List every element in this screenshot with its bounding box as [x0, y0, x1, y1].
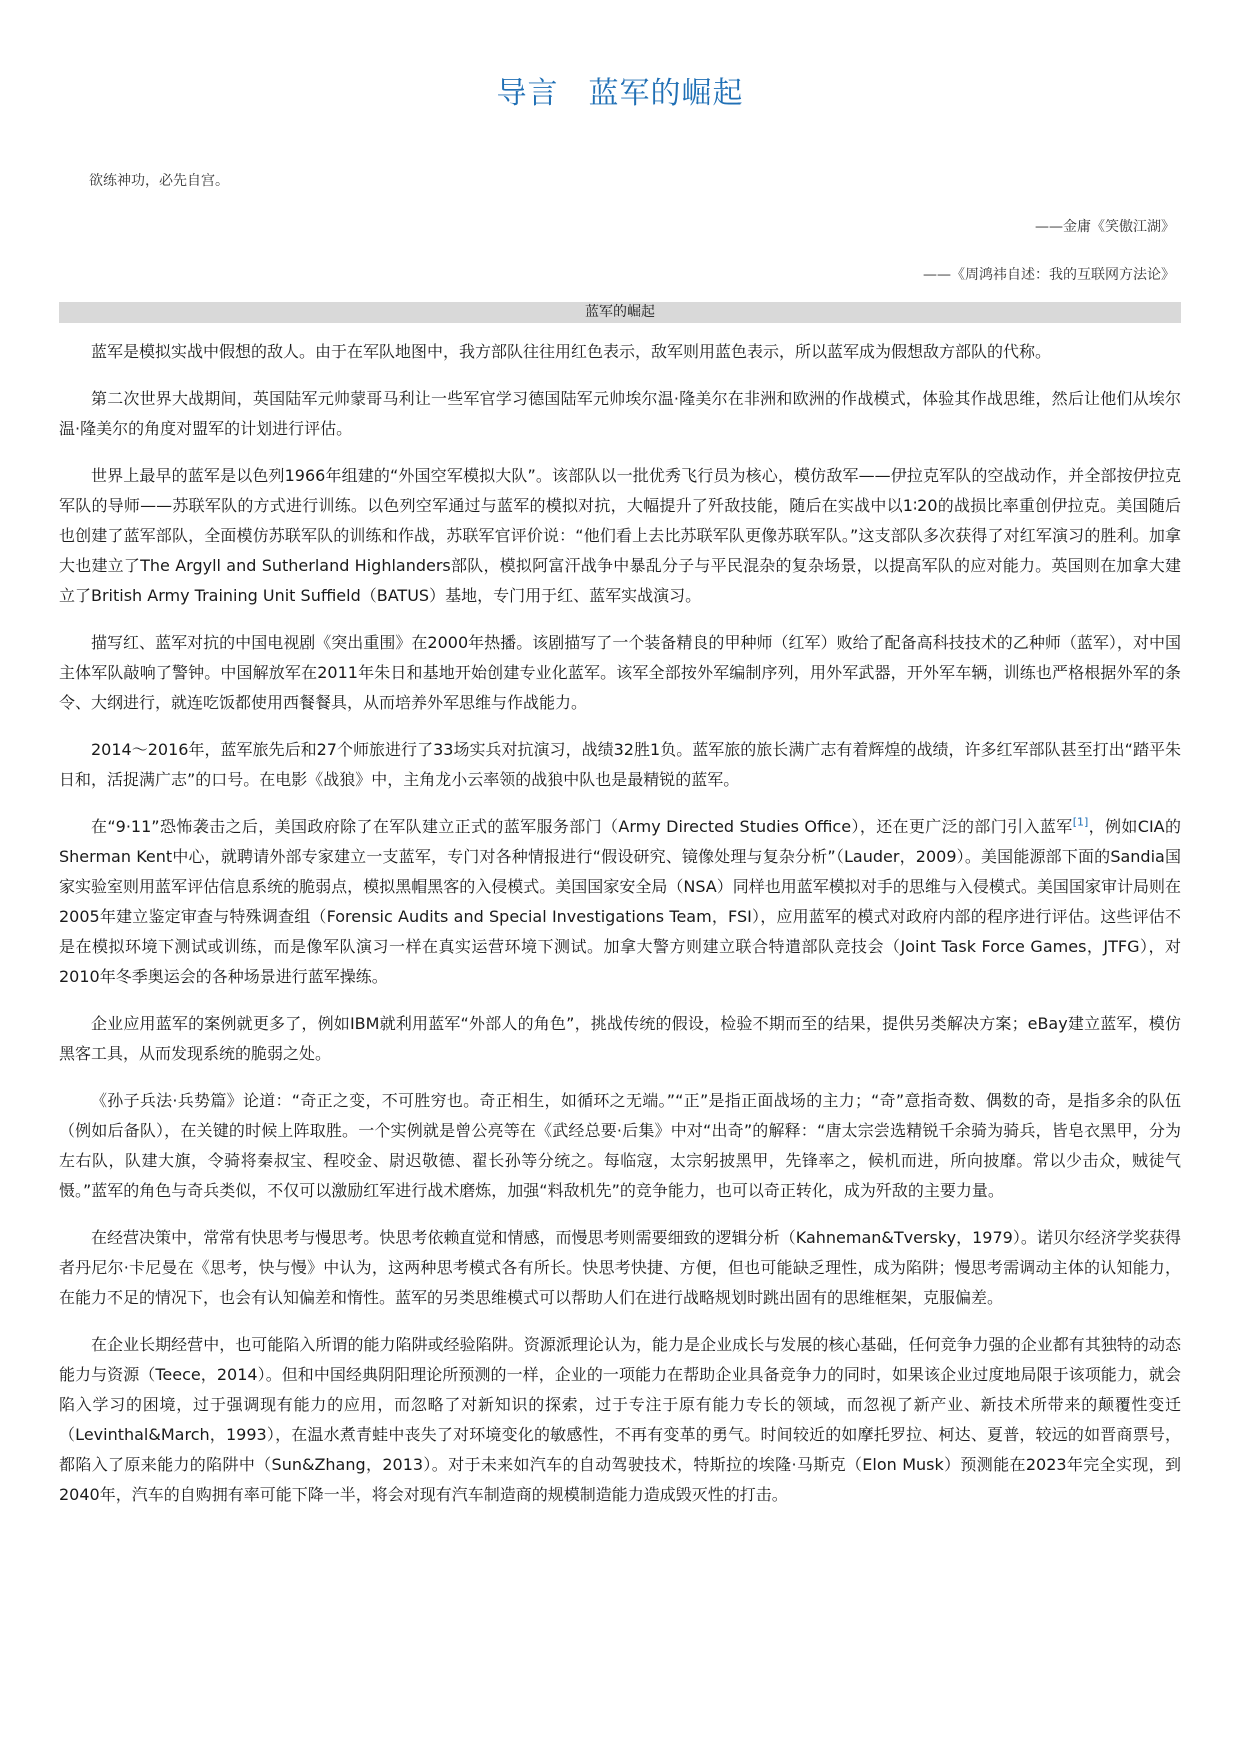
chapter-title: [59, 0, 1181, 118]
paragraph-1: 蓝军是模拟实战中假想的敌人。由于在军队地图中，我方部队往往用红色表示，敌军则用蓝色表示，所以蓝军成为假想敌方部队的代称。: [91, 342, 1052, 361]
paragraph-8: 《孙子兵法·兵势篇》论道：“奇正之变，不可胜穷也。奇正相生，如循环之无端。”“正”是指正面战场的主力；“奇”意指奇数、偶数的奇，是指多余的队伍（例如后备队），在关键的时候上阵取胜。一个实例就是曾公亮等在《武经总要·后集》中对“出奇”的解释：“唐太宗尝选精锐千余骑为骑兵，皆皂衣黑甲，分为左右队，队建大旗，令骑将秦叔宝、程咬金、尉迟敬德、翟长孙等分统之。每临寇，太宗躬披黑甲，先锋率之，候机而进，所向披靡。常以少击众，贼徒气慑。”蓝军的角色与奇兵类似，不仅可以激励红军进行战术磨炼，加强“料敌机先”的竞争能力，也可以奇正转化，成为歼敌的主要力量。: [59, 1091, 1181, 1200]
body-text: [59, 337, 1181, 1510]
epigraph-attribution-zhouhongyi: ——《周鸿祎自述：我的互联网方法论》: [923, 267, 1175, 283]
paragraph-3: 世界上最早的蓝军是以色列1966年组建的“外国空军模拟大队”。该部队以一批优秀飞行员为核心，模仿敌军——伊拉克军队的空战动作，并全部按伊拉克军队的导师——苏联军队的方式进行训练。以色列空军通过与蓝军的模拟对抗，大幅提升了歼敌技能，随后在实战中以1∶20的战损比率重创伊拉克。美国随后也创建了蓝军部队，全面模仿苏联军队的训练和作战，苏联军官评价说：“他们看上去比苏联军队更像苏联军队。”这支部队多次获得了对红军演习的胜利。加拿大也建立了The Argyll and Sutherland Highlanders部队，模拟阿富汗战争中暴乱分子与平民混杂的复杂场景，以提高军队的应对能力。英国则在加拿大建立了British Army Training Unit Suffield（BATUS）基地，专门用于红、蓝军实战演习。: [59, 466, 1181, 605]
footnote-link-1[interactable]: [1]: [1072, 815, 1089, 829]
paragraph-9: 在经营决策中，常常有快思考与慢思考。快思考依赖直觉和情感，而慢思考则需要细致的逻辑分析（Kahneman&Tversky，1979）。诺贝尔经济学奖获得者丹尼尔·卡尼曼在《思考，快与慢》中认为，这两种思考模式各有所长。快思考快捷、方便，但也可能缺乏理性，成为陷阱；慢思考需调动主体的认知能力，在能力不足的情况下，也会有认知偏差和惰性。蓝军的另类思维模式可以帮助人们在进行战略规划时跳出固有的思维框架，克服偏差。: [59, 1228, 1181, 1307]
paragraph-4: 描写红、蓝军对抗的中国电视剧《突出重围》在2000年热播。该剧描写了一个装备精良的甲种师（红军）败给了配备高科技技术的乙种师（蓝军），对中国主体军队敲响了警钟。中国解放军在2011年朱日和基地开始创建专业化蓝军。该军全部按外军编制序列，用外军武器，开外军车辆，训练也严格根据外军的条令、大纲进行，就连吃饭都使用西餐餐具，从而培养外军思维与作战能力。: [59, 633, 1181, 712]
paragraph-10: 在企业长期经营中，也可能陷入所谓的能力陷阱或经验陷阱。资源派理论认为，能力是企业成长与发展的核心基础，任何竞争力强的企业都有其独特的动态能力与资源（Teece，2014）。但和中国经典阴阳理论所预测的一样，企业的一项能力在帮助企业具备竞争力的同时，如果该企业过度地局限于该项能力，就会陷入学习的困境，过于强调现有能力的应用，而忽略了对新知识的探索，过于专注于原有能力专长的领域，而忽视了新产业、新技术所带来的颠覆性变迁（Levinthal&March，1993），在温水煮青蛙中丧失了对环境变化的敏感性，不再有变革的勇气。时间较近的如摩托罗拉、柯达、夏普，较远的如晋商票号，都陷入了原来能力的陷阱中（Sun&Zhang，2013）。对于未来如汽车的自动驾驶技术，特斯拉的埃隆·马斯克（Elon Musk）预测能在2023年完全实现，到2040年，汽车的自购拥有率可能下降一半，将会对现有汽车制造商的规模制造能力造成毁灭性的打击。: [59, 1335, 1181, 1504]
paragraph-2: 第二次世界大战期间，英国陆军元帅蒙哥马利让一些军官学习德国陆军元帅埃尔温·隆美尔在非洲和欧洲的作战模式，体验其作战思维，然后让他们从埃尔温·隆美尔的角度对盟军的计划进行评估。: [59, 389, 1181, 438]
chapter-title-prefix: 导言: [496, 76, 559, 111]
epigraph-quote: 欲练神功，必先自宫。: [89, 173, 229, 189]
paragraph-6: [59, 812, 1181, 992]
paragraph-6-part-a: 在“9·11”恐怖袭击之后，美国政府除了在军队建立正式的蓝军服务部门（Army Directed Studies Office），还在更广泛的部门引入蓝军: [91, 817, 1073, 836]
paragraph-5: 2014～2016年，蓝军旅先后和27个师旅进行了33场实兵对抗演习，战绩32胜1负。蓝军旅的旅长满广志有着辉煌的战绩，许多红军部队甚至打出“踏平朱日和，活捉满广志”的口号。在电影《战狼》中，主角龙小云率领的战狼中队也是最精锐的蓝军。: [59, 740, 1181, 789]
section-heading: 蓝军的崛起: [59, 302, 1181, 323]
paragraph-7: 企业应用蓝军的案例就更多了，例如IBM就利用蓝军“外部人的角色”，挑战传统的假设，检验不期而至的结果，提供另类解决方案；eBay建立蓝军，模仿黑客工具，从而发现系统的脆弱之处。: [59, 1014, 1181, 1063]
epigraph-attribution-jinyong: ——金庸《笑傲江湖》: [1035, 219, 1175, 235]
paragraph-6-part-b: ，例如CIA的Sherman Kent中心，就聘请外部专家建立一支蓝军，专门对各种情报进行“假设研究、镜像处理与复杂分析”（Lauder，2009）。美国能源部下面的Sandia国家实验室则用蓝军评估信息系统的脆弱点，模拟黑帽黑客的入侵模式。美国国家安全局（NSA）同样也用蓝军模拟对手的思维与入侵模式。美国国家审计局则在2005年建立鉴定审查与特殊调查组（Forensic Audits and Special Investigations Team，FSI），应用蓝军的模式对政府内部的程序进行评估。这些评估不是在模拟环境下测试或训练，而是像军队演习一样在真实运营环境下测试。加拿大警方则建立联合特遣部队竞技会（Joint Task Force Games，JTFG），对2010年冬季奥运会的各种场景进行蓝军操练。: [59, 817, 1181, 986]
chapter-title-main: 蓝军的崛起: [588, 76, 744, 111]
